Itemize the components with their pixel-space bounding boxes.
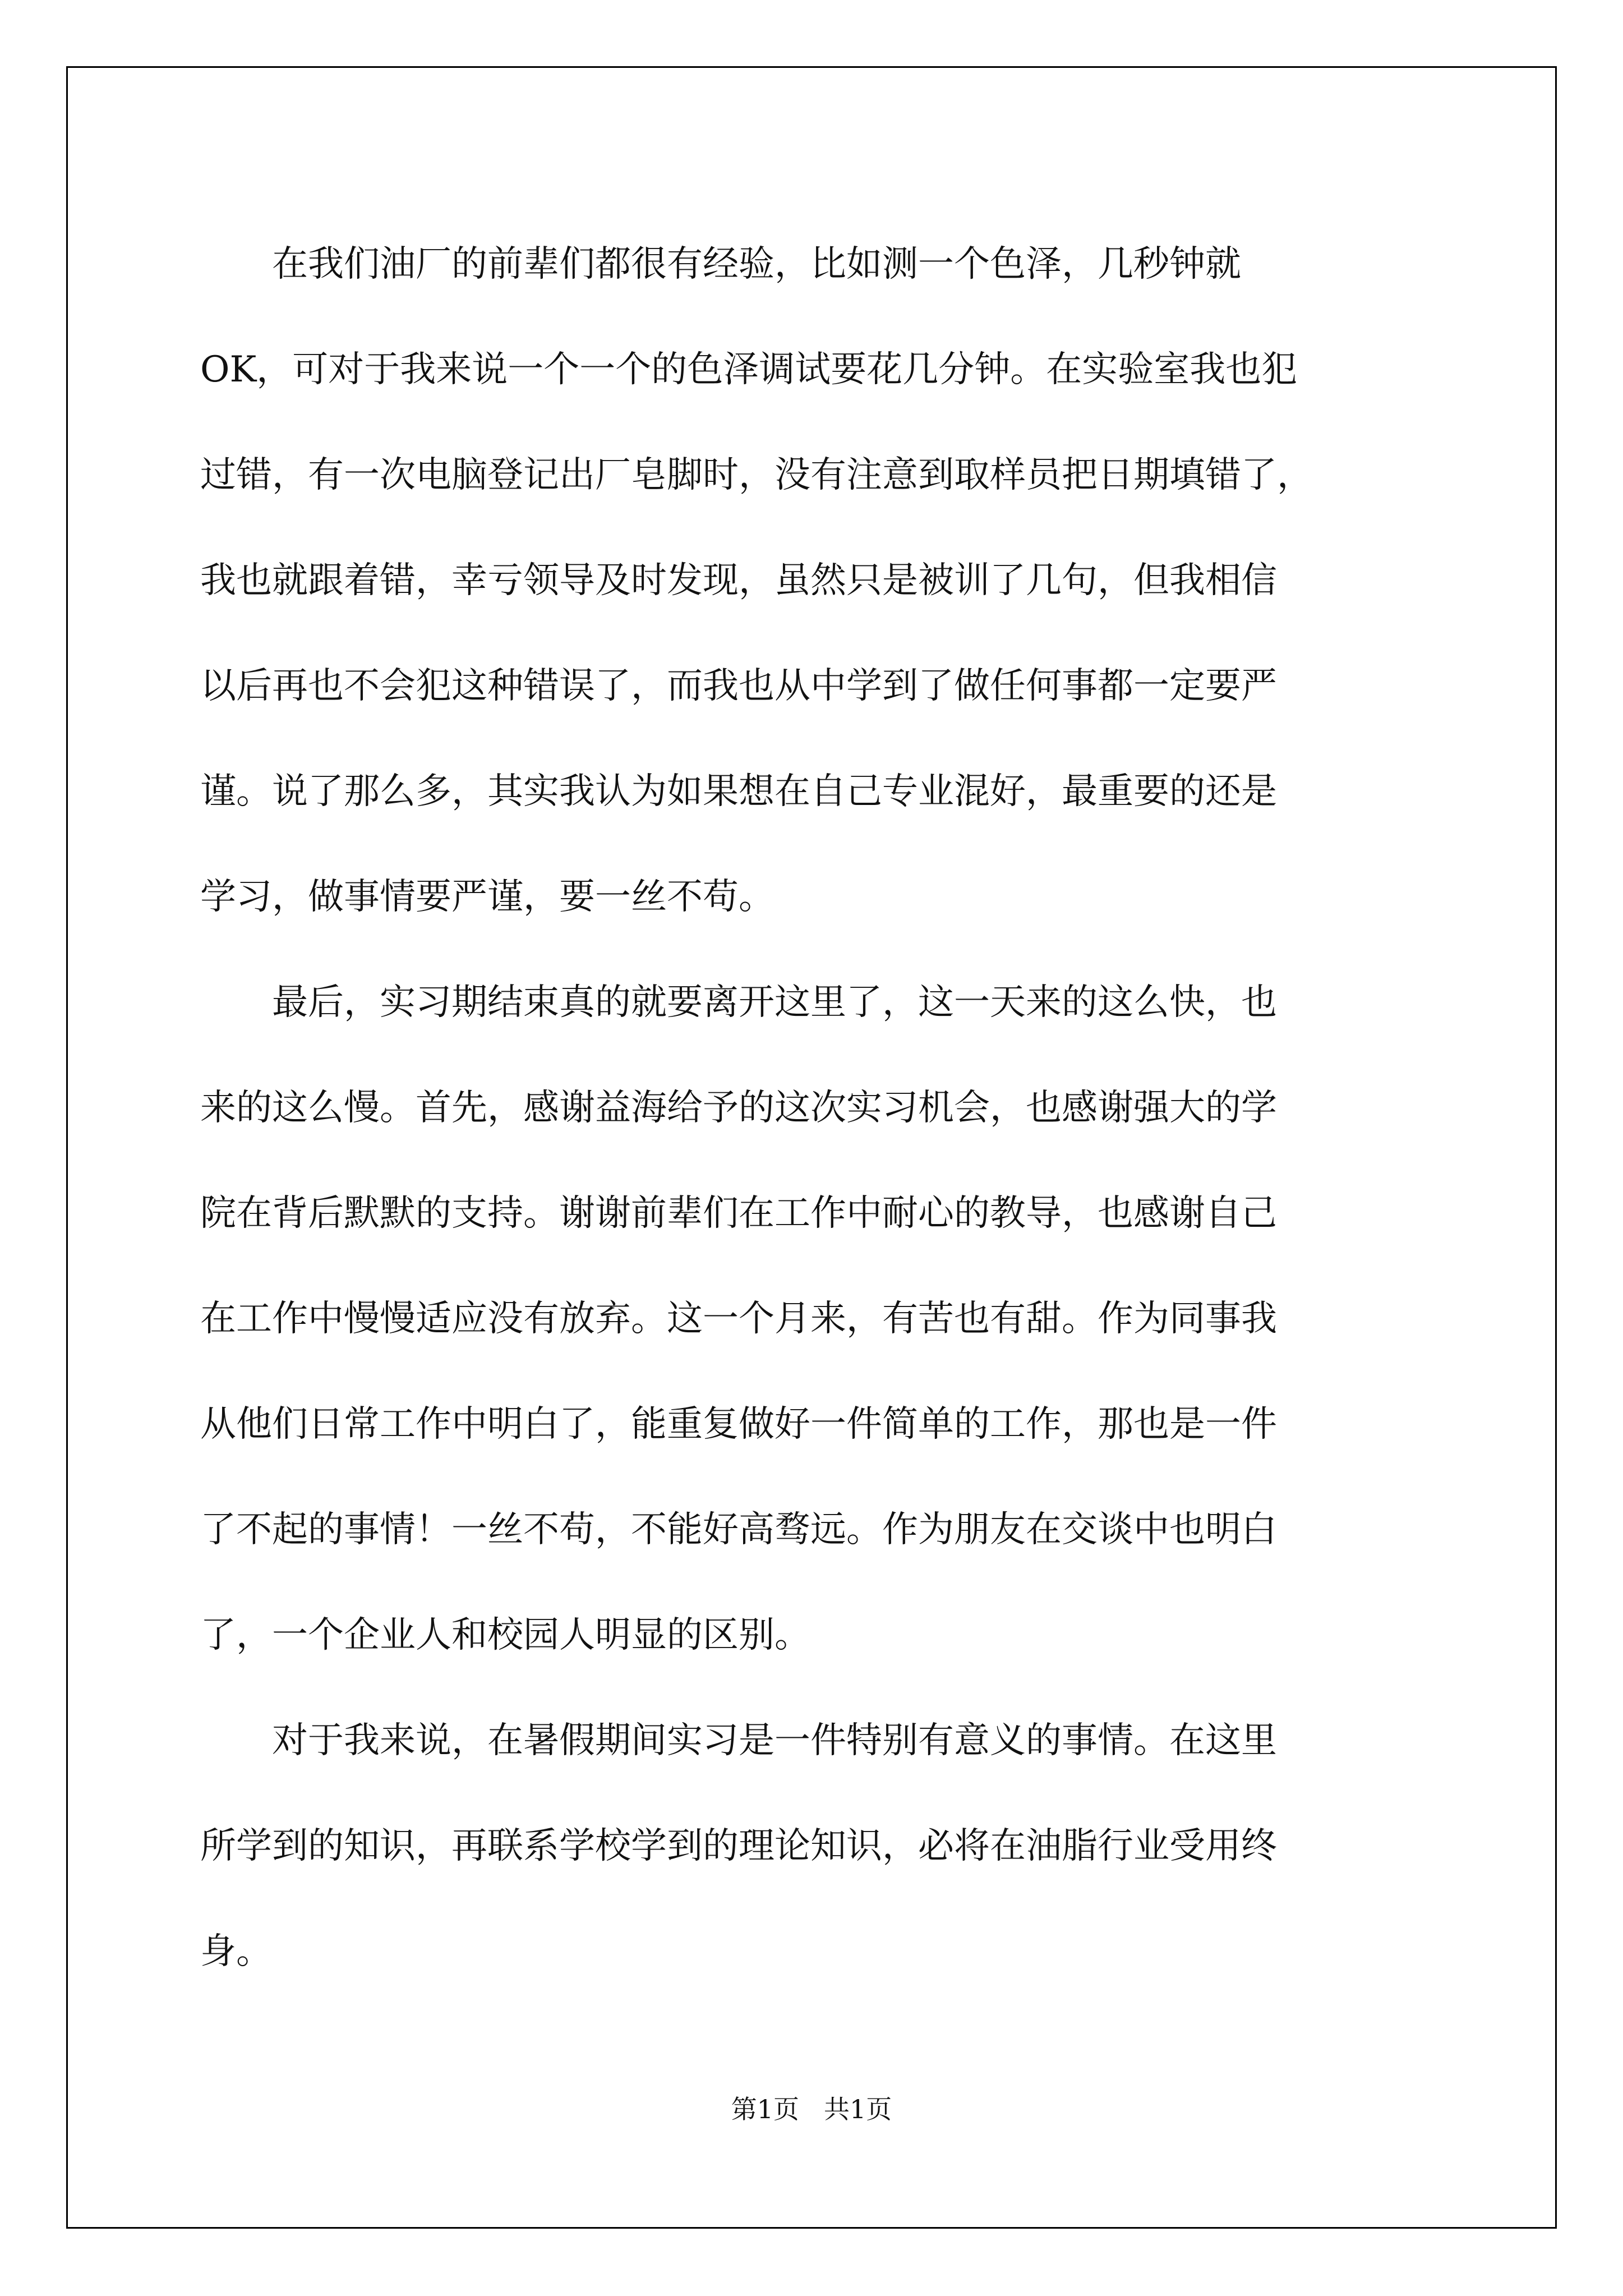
text-line: 以后再也不会犯这种错误了，而我也从中学到了做任何事都一定要严: [200, 665, 1277, 707]
text-line: 院在背后默默的支持。谢谢前辈们在工作中耐心的教导，也感谢自己: [200, 1193, 1277, 1234]
document-body: [200, 211, 1434, 2004]
text-line: 在我们油厂的前辈们都很有经验，比如测一个色泽，几秒钟就: [200, 243, 1241, 285]
text-line: 过错，有一次电脑登记出厂皂脚时，没有注意到取样员把日期填错了，: [200, 454, 1313, 496]
text-line: 了，一个企业人和校园人明显的区别。: [200, 1614, 810, 1656]
text-line: 了不起的事情！一丝不苟，不能好高骛远。作为朋友在交谈中也明白: [200, 1509, 1277, 1550]
text-line: 最后，实习期结束真的就要离开这里了，这一天来的这么快，也: [200, 982, 1277, 1023]
page-footer: [0, 2092, 1623, 2126]
text-line: 来的这么慢。首先，感谢益海给予的这次实习机会，也感谢强大的学: [200, 1087, 1277, 1129]
text-line: 身。: [200, 1931, 272, 1972]
text-line: 对于我来说，在暑假期间实习是一件特别有意义的事情。在这里: [200, 1720, 1277, 1761]
text-line: 所学到的知识，再联系学校学到的理论知识，必将在油脂行业受用终: [200, 1825, 1277, 1867]
page-total: 共1页: [823, 2094, 892, 2124]
text-line: OK，可对于我来说一个一个的色泽调试要花几分钟。在实验室我也犯: [200, 349, 1298, 390]
text-line: 谨。说了那么多，其实我认为如果想在自己专业混好，最重要的还是: [200, 771, 1277, 812]
text-line: 我也就跟着错，幸亏领导及时发现，虽然只是被训了几句，但我相信: [200, 560, 1277, 601]
page-number: 第1页: [731, 2094, 800, 2124]
text-line: 学习，做事情要严谨，要一丝不苟。: [200, 876, 774, 918]
text-line: 在工作中慢慢适应没有放弃。这一个月来，有苦也有甜。作为同事我: [200, 1298, 1277, 1340]
text-line: 从他们日常工作中明白了，能重复做好一件简单的工作，那也是一件: [200, 1404, 1277, 1445]
